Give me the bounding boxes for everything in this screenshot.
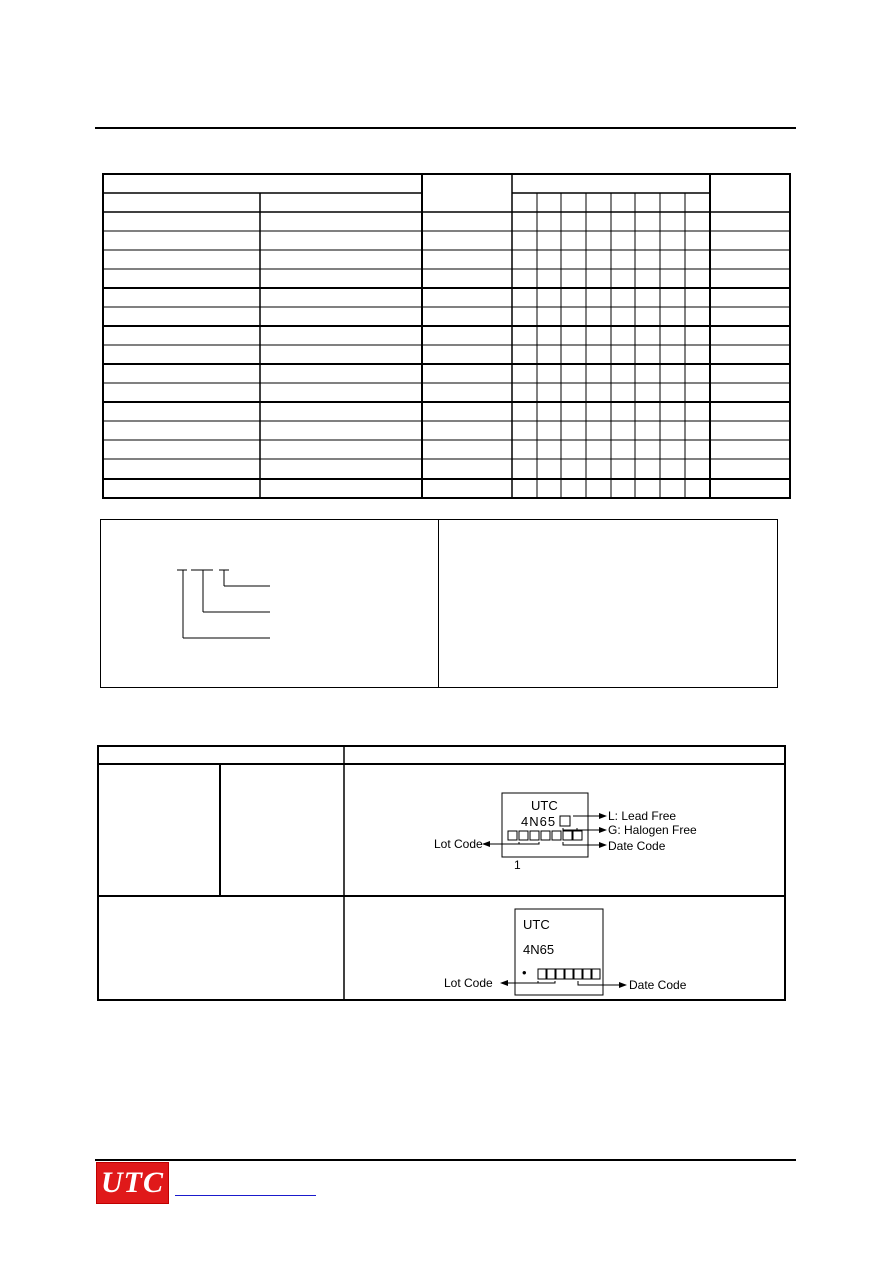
lot-code-label-1: Lot Code	[434, 837, 483, 851]
part-number-bracket-diagram	[101, 520, 438, 689]
chip1-brand: UTC	[531, 798, 558, 813]
ordering-table	[102, 173, 792, 500]
utc-logo-text: UTC	[101, 1166, 164, 1199]
halogen-free-label: G: Halogen Free	[608, 823, 697, 837]
date-code-label-2: Date Code	[629, 978, 687, 992]
chip2-part: 4N65	[523, 942, 555, 957]
utc-logo	[96, 1162, 169, 1204]
part-number-box	[100, 519, 778, 688]
lead-free-label: L: Lead Free	[608, 809, 677, 823]
lot-code-label-2: Lot Code	[444, 976, 493, 990]
marking-diagram-2	[97, 745, 787, 1002]
header-rule	[95, 127, 796, 129]
pin-one-label: 1	[514, 858, 521, 872]
part-number-box-divider	[438, 520, 439, 687]
website-link-underline[interactable]	[175, 1195, 316, 1196]
chip2-brand: UTC	[523, 917, 550, 932]
date-code-label-1: Date Code	[608, 839, 666, 853]
footer-rule	[95, 1159, 796, 1161]
marking-table	[97, 745, 787, 1002]
chip1-part: 4N65	[521, 814, 557, 829]
pin-one-dot: •	[522, 965, 527, 980]
